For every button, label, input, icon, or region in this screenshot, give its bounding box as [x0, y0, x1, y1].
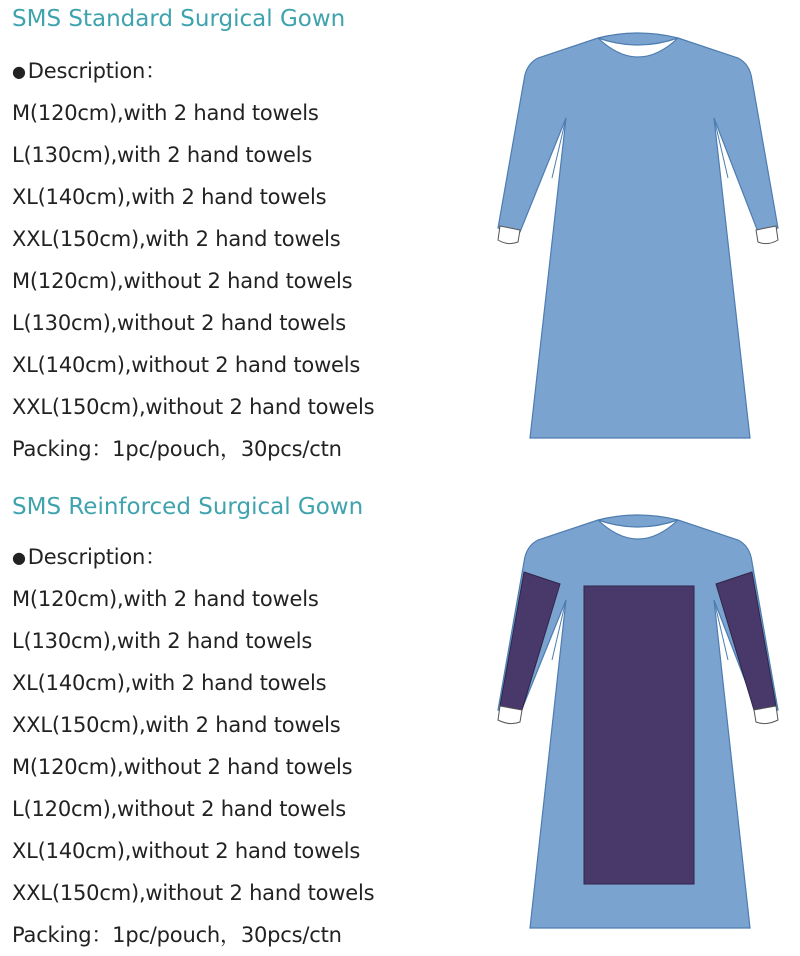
product-section-reinforced	[0, 486, 800, 955]
size-option: XL(140cm),without 2 hand towels	[12, 353, 361, 377]
size-option: L(120cm),without 2 hand towels	[12, 797, 346, 821]
bullet-icon: ●	[12, 548, 26, 567]
reinforced-sleeve-right	[716, 572, 776, 710]
description-label-row	[12, 536, 374, 578]
size-option: XL(140cm),without 2 hand towels	[12, 839, 361, 863]
product-title: SMS Standard Surgical Gown	[12, 6, 346, 32]
packing-info: Packing：1pc/pouch，30pcs/ctn	[12, 923, 342, 947]
size-option: M(120cm),with 2 hand towels	[12, 101, 319, 125]
size-option: M(120cm),without 2 hand towels	[12, 269, 353, 293]
size-option: XXL(150cm),with 2 hand towels	[12, 227, 341, 251]
bullet-icon: ●	[12, 62, 26, 81]
size-option: M(120cm),without 2 hand towels	[12, 755, 353, 779]
spec-list	[12, 536, 374, 956]
description-label: Description：	[27, 59, 166, 83]
size-option: L(130cm),without 2 hand towels	[12, 311, 346, 335]
description-label-row	[12, 50, 374, 92]
size-option: XXL(150cm),without 2 hand towels	[12, 881, 375, 905]
size-option: XXL(150cm),with 2 hand towels	[12, 713, 341, 737]
size-option: L(130cm),with 2 hand towels	[12, 143, 313, 167]
reinforced-gown-illustration	[488, 510, 788, 940]
spec-list	[12, 50, 374, 470]
size-option: M(120cm),with 2 hand towels	[12, 587, 319, 611]
size-option: XXL(150cm),without 2 hand towels	[12, 395, 375, 419]
packing-info: Packing：1pc/pouch，30pcs/ctn	[12, 437, 342, 461]
size-option: XL(140cm),with 2 hand towels	[12, 671, 327, 695]
description-label: Description：	[27, 545, 166, 569]
product-title: SMS Reinforced Surgical Gown	[12, 494, 364, 520]
standard-gown-illustration	[488, 28, 788, 448]
gown-body	[498, 33, 778, 438]
reinforced-front-panel	[584, 586, 694, 884]
size-option: L(130cm),with 2 hand towels	[12, 629, 313, 653]
size-option: XL(140cm),with 2 hand towels	[12, 185, 327, 209]
